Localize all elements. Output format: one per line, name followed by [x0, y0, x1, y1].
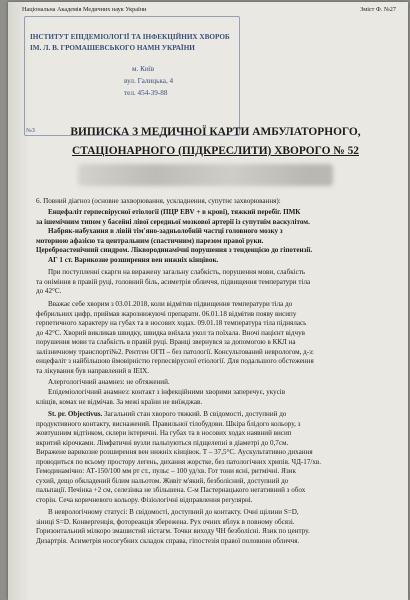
neuro-status-line: Дизартрія. Асиметрія носогубних складок справа, гіпостезія правої половини обличчя. [36, 536, 300, 545]
neuro-status-line: зіниці S=D. Конвергенція, фотореакція збережена. Рух очних яблук в повному обсязі. [36, 517, 295, 526]
document-subtitle: СТАЦІОНАРНОГО (ПІДКРЕСЛИТИ) ХВОРОГО № 52 [72, 145, 359, 157]
complaints-line: до 42°С. [36, 287, 62, 295]
history-line: до 42°С. Хворий викликав швидку, швидка виїхала укол та поїхала. Вночі пацієнт відчув [36, 328, 305, 337]
diagnosis-line: АГ 1 ст. Варикозне розширення вен нижніх кінцівок. [48, 255, 219, 264]
complaints-line: При поступленні скарги на виражену загальну слабкість, порушення мови, слабкість [48, 268, 306, 276]
header-form-number: Зміст Ф. №27 [360, 6, 396, 13]
diagnosis-line: Цереброастенічний синдром. Ліквородинамічні порушення з тенденцією до гіпотензії. [36, 246, 313, 254]
history-line: залізничному транспорті№2. Рентген ОГП – без патології. Консультований неврологом, д-з: [36, 347, 314, 356]
stamp-line-1: ІНСТИТУТ ЕПІДЕМІОЛОГІЇ ТА ІНФЕКЦІЙНИХ ХВОРОБ [30, 33, 230, 41]
history-line: фебрильних цифр, приймав жарознижуючі препарати. 06.01.18 відмітив появу висипу [36, 309, 297, 318]
stamp-number: №3 [26, 128, 36, 134]
objective-status-line [48, 410, 404, 419]
diagnosis-line: моторною афазією та центральним (спастичним) парезом правої руки. [36, 236, 264, 245]
document-sheet [8, 2, 408, 600]
objective-line: пальпації. Печінка +2 см, селезінка не збільшена. С-м Пастернацького негативний з обох [36, 486, 306, 494]
diagnosis-line: за ішемічним типом у басейні лівої середньої мозкової артерії із супутнім васкулітом. [36, 217, 310, 226]
history-line: Вважає себе хворим з 03.01.2018, коли відмітив підвищення температури тіла до [48, 300, 293, 308]
stamp-line-5: тел. 454-39-88 [124, 89, 168, 97]
stamp-line-4: вул. Галицька, 4 [124, 77, 174, 85]
complaints-line: та оніміння в правій руці, головний біль, асиметрія обличчя, підвищення температури тіла [36, 277, 311, 286]
objective-status-label: St. pr. Objectivus. [48, 410, 103, 418]
allergy-history: Алергологічний анамнез: не обтяжений. [48, 378, 170, 386]
history-line: та лікування був направлений в ІЕІХ. [36, 366, 150, 375]
diagnosis-line: Набряк-набухання в лівій тім'яно-задньолобній частці головного мозку з [48, 227, 283, 235]
header-academy: Національна Академія Медичних наук України [22, 6, 147, 13]
objective-line: вкритий кірочками. Лімфатичні вузли пальпуються підщелепні в діаметрі до 0,7см. [36, 438, 289, 447]
diagnosis-label: 6. Повний діагноз (основне захворювання, ускладнення, супутнє захворювання): [36, 197, 281, 205]
history-line: порушення мови та слабкість в правій руці. Вранці звернувся за допомогою в ККЛ на [36, 338, 296, 346]
history-line: енцефаліт з найбільшою ймовірністю герпесвірусної етіології. Для подальшого обстеження [36, 357, 314, 365]
institution-stamp [24, 16, 274, 136]
stamp-line-3: м. Київ [132, 65, 155, 73]
neuro-status-line: В неврологічному статусі: В свідомості, доступний до контакту. Очні щілини S=D, [48, 508, 299, 516]
objective-line: сторін. Сеча коричневого кольору. Фізіологічні відправлення регулярні. [36, 495, 253, 504]
objective-line: продуктивного контакту, виснажений. Правильної тілобудови. Шкіра блідого кольору, з [36, 419, 301, 428]
document-title: ВИПИСКА З МЕДИЧНОЇ КАРТИ АМБУЛАТОРНОГО, [70, 126, 361, 138]
epidemiology-line: Епідеміологічний анамнез: контакт з інфекційними хворими заперечує, укусів [48, 388, 286, 396]
objective-status-text: Загальний стан хворого тяжкий. В свідомості, доступний до [104, 410, 287, 418]
stamp-line-2: ІМ. Л. В. ГРОМАШЕВСЬКОГО НАМН УКРАЇНИ [30, 44, 195, 52]
neuro-status-line: Горизонтальний мілкоро змашистий ністагм. Точки виходу ЧН безболісні. Язик по центру. [36, 527, 310, 535]
objective-line: жовтушним відтінком, склери іктеричні. На губах та в носових ходах наявний висип [36, 429, 292, 437]
objective-line: проводиться по всьому простору легень, дихання жорстке, без патологічних хрипів. ЧД-17/хв. [36, 457, 322, 466]
epidemiology-line: кліщів, комах не відмічав. За межі країни не виїжджав. [36, 397, 203, 406]
redacted-patient-name [78, 164, 333, 186]
objective-line: Гемодинамічно: АТ-150/100 мм рт ст., пульс – 100 уд/хв. Гот тони ясні, ритмічні. Язик [36, 467, 296, 475]
diagnosis-line: Енцефаліт герпесвірусної етіології (ПЦР EBV + в крові), тяжкий перебіг. ПМК [48, 208, 301, 216]
objective-line: сухий, дещо обкладений білим нальотом. Живіт м'який, безболісний, доступний до [36, 476, 289, 485]
history-line: герпетичного характеру на губах та в носових ходах. 09.01.18 температура тіла піднялась [36, 319, 307, 327]
objective-line: Виражене варикозне розширення вен нижніх кінцівок. Т – 37,5°С. Аускультативно дихання [36, 448, 313, 456]
